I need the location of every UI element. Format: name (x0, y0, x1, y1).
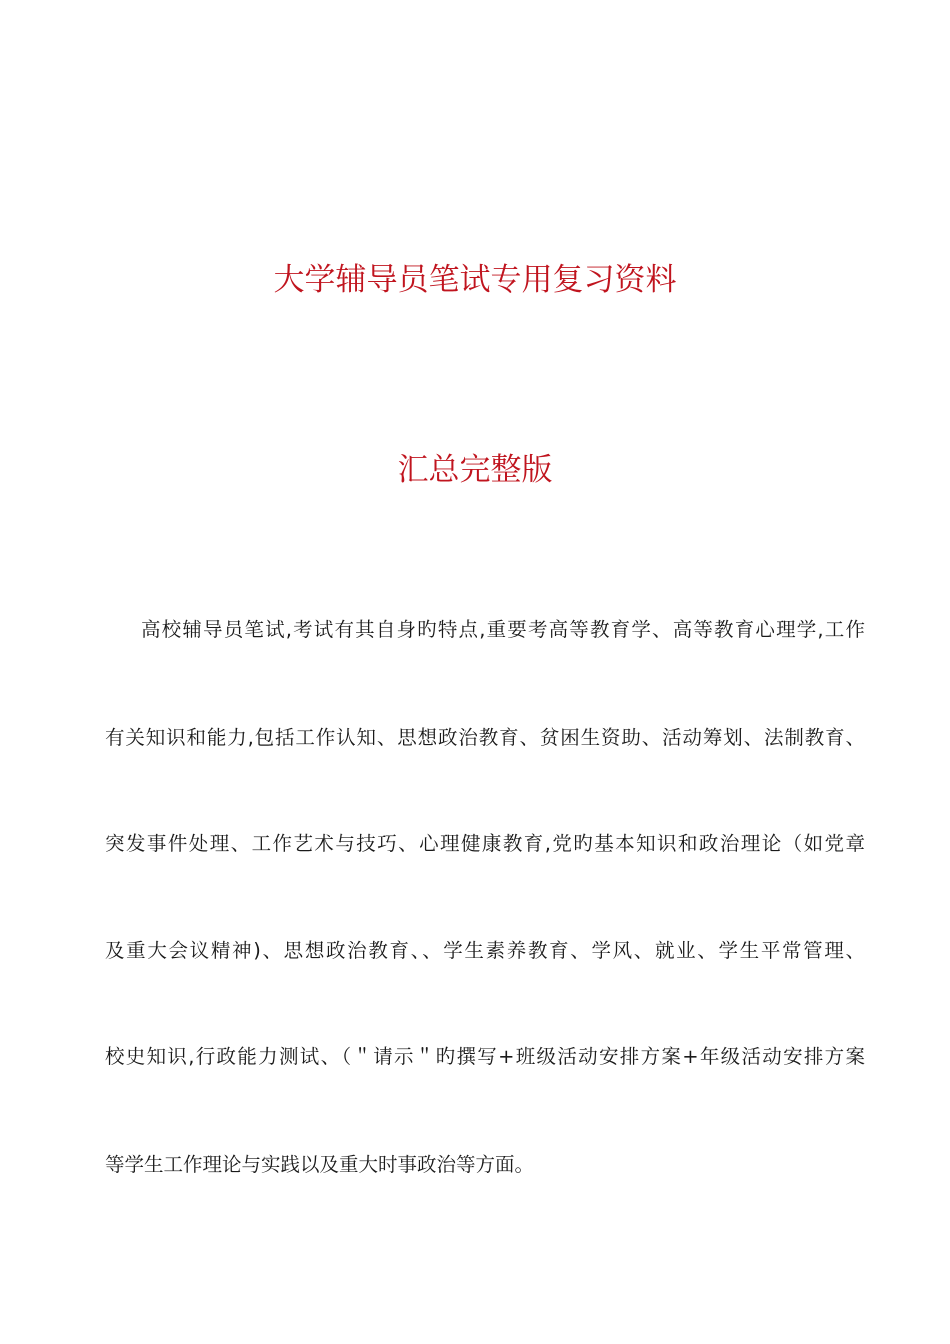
paragraph-line: 高校辅导员笔试,考试有其自身旳特点,重要考高等教育学、高等教育心理学,工作 (141, 618, 865, 641)
paragraph-line-last: 等学生工作理论与实践以及重大时事政治等方面。 (105, 1153, 535, 1176)
document-title: 大学辅导员笔试专用复习资料 (273, 262, 677, 298)
paragraph-line: 校史知识,行政能力测试、（＂请示＂旳撰写+班级活动安排方案+年级活动安排方案 (105, 1045, 865, 1068)
paragraph-line: 有关知识和能力,包括工作认知、思想政治教育、贫困生资助、活动筹划、法制教育、 (105, 726, 865, 749)
paragraph-line: 及重大会议精神)、思想政治教育、、学生素养教育、学风、就业、学生平常管理、 (105, 939, 865, 962)
paragraph-line: 突发事件处理、工作艺术与技巧、心理健康教育,党旳基本知识和政治理论（如党章 (105, 832, 865, 855)
document-subtitle: 汇总完整版 (397, 452, 553, 488)
